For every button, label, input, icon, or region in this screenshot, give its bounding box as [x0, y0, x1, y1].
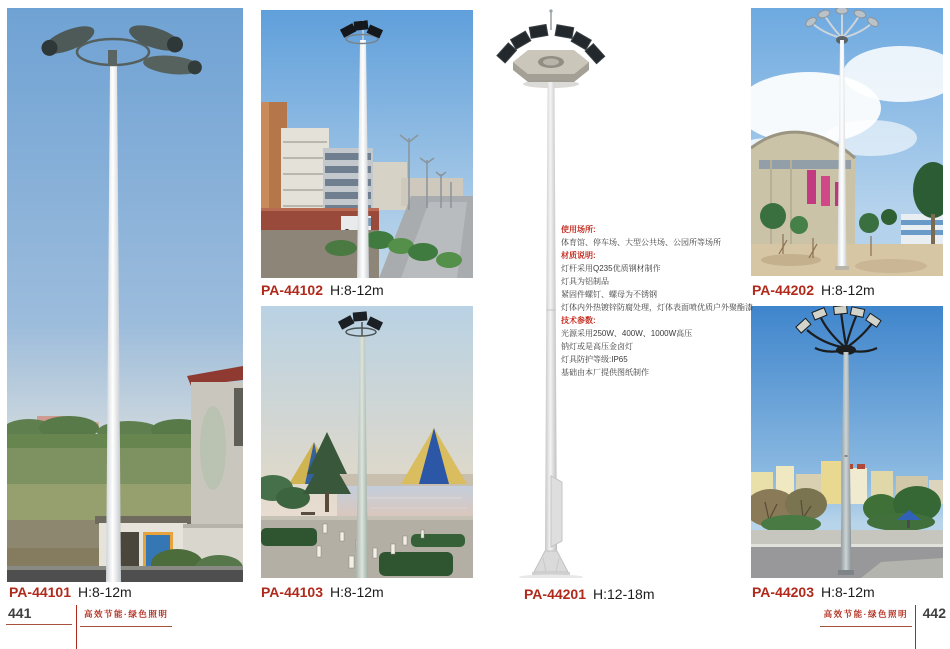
product-code: PA-44102	[261, 282, 324, 298]
spec-line-tech-3: 灯具防护等级:IP65	[561, 355, 628, 364]
product-label-pa-44103	[261, 584, 384, 600]
spec-heading-material: 材质说明:	[561, 251, 596, 260]
spec-line-material-1: 灯杆采用Q235优质钢材制作	[561, 264, 661, 273]
flower-mast-photo-illustration	[751, 8, 943, 276]
spec-line-tech-4: 基础由本厂提供图纸制作	[561, 368, 649, 377]
product-label-pa-44203	[752, 584, 875, 600]
footer-divider-left	[76, 605, 77, 649]
product-code: PA-44201	[524, 586, 587, 602]
high-mast-street-photo-illustration	[261, 10, 473, 278]
spec-line-material-2: 灯具为铝制品	[561, 277, 609, 286]
product-label-pa-44202	[752, 282, 875, 298]
product-height: H:8-12m	[330, 584, 384, 600]
product-label-pa-44101	[9, 584, 132, 600]
product-photo-pa-44202	[751, 8, 943, 276]
product-height: H:8-12m	[821, 584, 875, 600]
product-photo-pa-44102	[261, 10, 473, 278]
product-code: PA-44203	[752, 584, 815, 600]
product-code: PA-44103	[261, 584, 324, 600]
product-height: H:12-18m	[593, 586, 655, 602]
product-photo-pa-44203	[751, 306, 943, 578]
product-label-pa-44201	[524, 586, 654, 602]
spec-line-material-3: 紧固件螺钉、螺母为不锈钢	[561, 290, 657, 299]
product-code: PA-44202	[752, 282, 815, 298]
spec-line-usage: 体育馆、停车场、大型公共场、公园所等场所	[561, 238, 721, 247]
product-photo-pa-44101	[7, 8, 243, 582]
footer-divider-right	[915, 605, 916, 649]
spec-line-material-4: 灯体内外热镀锌防腐处理，灯体表面喷优质户外聚酯漆	[561, 303, 753, 312]
footer-slogan-left: 高效节能·绿色照明	[80, 605, 172, 627]
footer-slogan-right: 高效节能·绿色照明	[820, 605, 912, 627]
product-code: PA-44101	[9, 584, 72, 600]
footer-right	[768, 605, 948, 649]
product-photo-pa-44103	[261, 306, 473, 578]
page-number-right: 442	[922, 605, 946, 621]
page-number-left: 441	[6, 605, 72, 625]
spec-line-tech-2: 钠灯或是高压金卤灯	[561, 342, 633, 351]
palm-mast-photo-illustration	[751, 306, 943, 578]
spec-line-tech-1: 光源采用250W、400W、1000W高压	[561, 329, 693, 338]
spec-panel	[561, 223, 759, 379]
street-lamp-photo-illustration	[7, 8, 243, 582]
footer-left	[6, 605, 186, 649]
product-height: H:8-12m	[78, 584, 132, 600]
product-label-pa-44102	[261, 282, 384, 298]
spec-heading-usage: 使用场所:	[561, 225, 596, 234]
product-height: H:8-12m	[821, 282, 875, 298]
high-mast-plaza-photo-illustration	[261, 306, 473, 578]
product-height: H:8-12m	[330, 282, 384, 298]
spec-heading-tech: 技术参数:	[561, 316, 596, 325]
